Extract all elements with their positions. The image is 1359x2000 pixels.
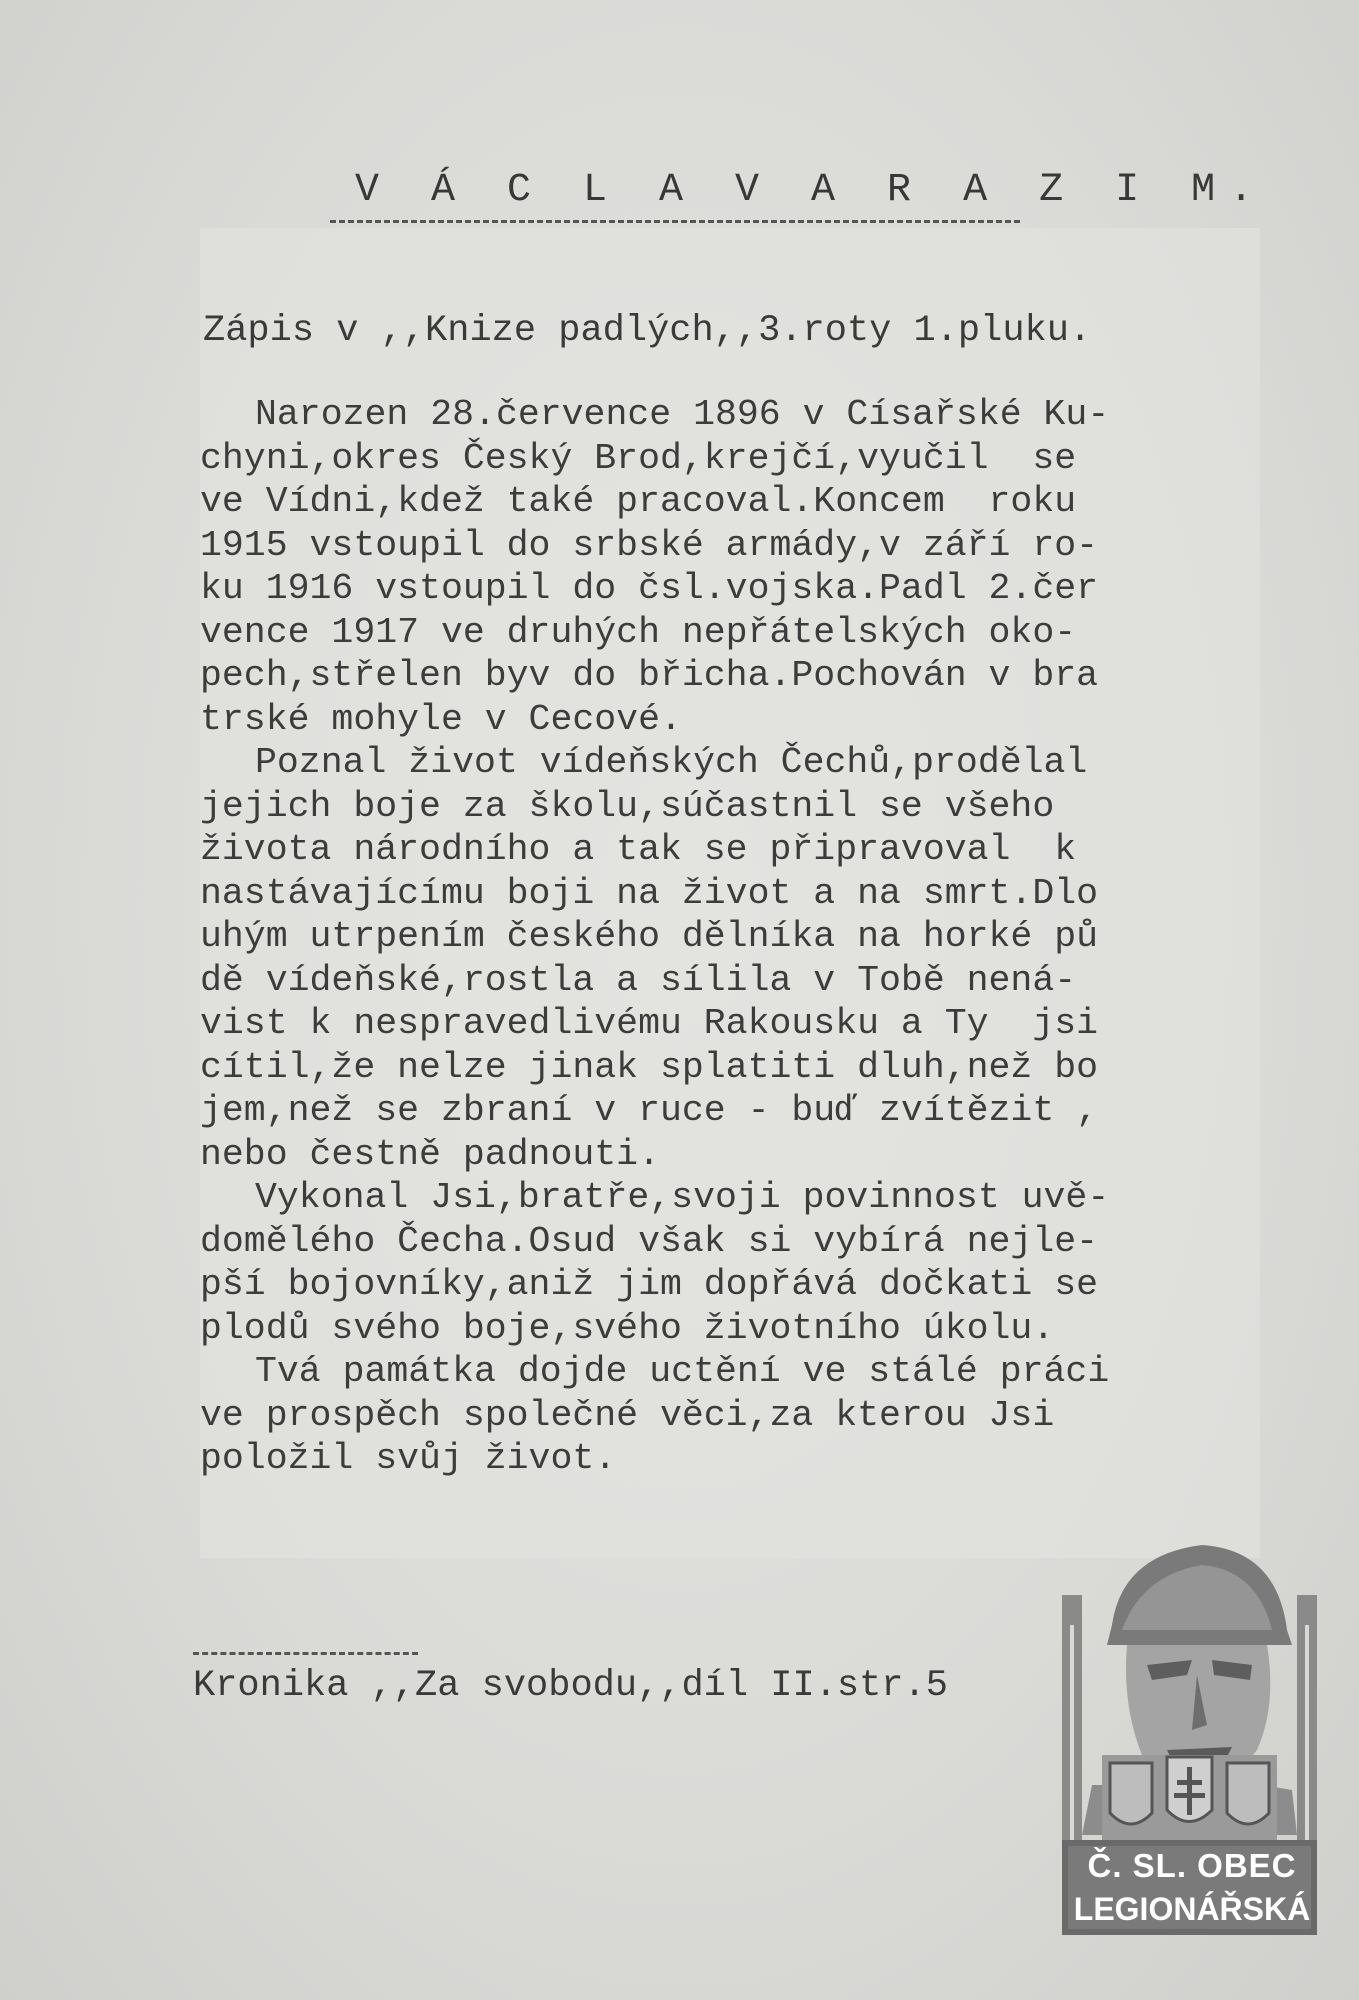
text-line: ve prospěch společné věci,za kterou Jsi xyxy=(200,1394,1055,1436)
text-line: jem,než se zbraní v ruce - buď zvítězit , xyxy=(200,1090,1099,1131)
paragraph-duty xyxy=(200,1176,1260,1350)
text-line: chyni,okres Český Brod,krejčí,vyučil se xyxy=(200,437,1077,479)
stamp-text-line2: LEGIONÁŘSKÁ xyxy=(1073,1891,1311,1927)
text-line: cítil,že nelze jinak splatiti dluh,než bo xyxy=(200,1046,1099,1088)
text-line: Narozen 28.července 1896 v Císařské Ku- xyxy=(255,394,1110,435)
source-footnote: Kronika ,,Za svobodu,,díl II.str.5 xyxy=(193,1665,948,1707)
paragraph-memory xyxy=(200,1350,1260,1481)
text-line: trské mohyle v Cecové. xyxy=(200,698,682,740)
paragraph-tribute xyxy=(200,741,1260,1176)
text-line: domělého Čecha.Osud však si vybírá nejle- xyxy=(200,1220,1099,1262)
text-line: 1915 vstoupil do srbské armády,v září ro- xyxy=(200,524,1099,566)
text-line: ve Vídni,kdež také pracoval.Koncem roku xyxy=(200,481,1077,522)
text-line: Tvá památka dojde uctění ve stálé práci xyxy=(255,1351,1110,1392)
text-line: jejich boje za školu,súčastnil se všeho xyxy=(200,785,1055,827)
text-line: nebo čestně padnouti. xyxy=(200,1133,660,1175)
text-line: pší bojovníky,aniž jim dopřává dočkati se xyxy=(200,1264,1099,1305)
text-line: Vykonal Jsi,bratře,svoji povinnost uvě- xyxy=(255,1177,1110,1218)
record-subtitle: Zápis v ,,Knize padlých,,3.roty 1.pluku. xyxy=(203,310,1092,352)
document-title: V Á C L A V A R A Z I M. xyxy=(355,168,1268,213)
text-line: nastávajícímu boji na život a na smrt.Dlo xyxy=(200,872,1099,914)
title-underline xyxy=(330,220,1020,223)
text-line: položil svůj život. xyxy=(200,1438,617,1479)
text-line: uhým utrpením českého dělníka na horké pů xyxy=(200,916,1099,957)
text-line: Poznal život vídeňských Čechů,prodělal xyxy=(255,742,1088,783)
text-line: vence 1917 ve druhých nepřátelských oko- xyxy=(200,611,1077,653)
text-line: plodů svého boje,svého životního úkolu. xyxy=(200,1307,1055,1349)
paragraph-biography xyxy=(200,393,1260,741)
text-line: ku 1916 vstoupil do čsl.vojska.Padl 2.čer xyxy=(200,568,1099,609)
stamp-text-line1: Č. SL. OBEC xyxy=(1087,1847,1297,1884)
text-line: života národního a tak se připravoval k xyxy=(200,829,1077,870)
footnote-rule xyxy=(193,1652,418,1655)
text-line: vist k nespravedlivému Rakousku a Ty jsi xyxy=(200,1003,1099,1044)
text-line: dě vídeňské,rostla a sílila v Tobě nená- xyxy=(200,959,1077,1001)
text-line: pech,střelen byv do břicha.Pochován v bra xyxy=(200,655,1099,696)
